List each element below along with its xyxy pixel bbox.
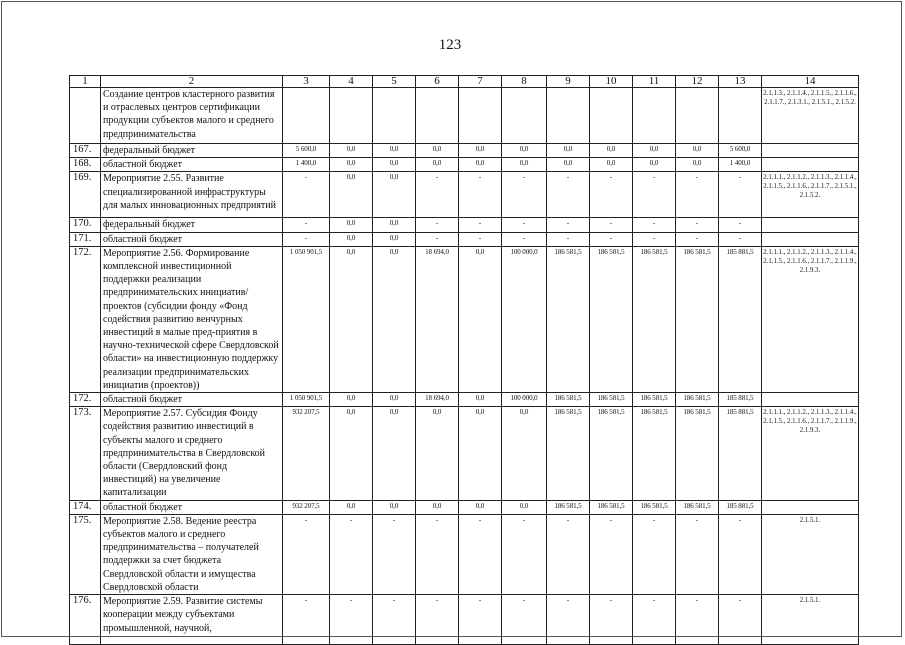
- target-indicators-cell: 2.1.1.1., 2.1.1.2., 2.1.1.3., 2.1.1.4., 2.1.1.5., 2.1.1.6., 2.1.1.7., 2.1.1.9., 2.1.9.3.: [762, 246, 859, 392]
- table-body: [70, 76, 859, 645]
- value-cell: -: [633, 595, 676, 645]
- value-cell: 0,0: [373, 246, 416, 392]
- value-cell: -: [719, 218, 762, 232]
- value-cell: 5 600,0: [283, 144, 330, 158]
- value-cell: -: [547, 514, 590, 594]
- value-cell: -: [283, 172, 330, 218]
- value-cell: -: [676, 595, 719, 645]
- program-table: [69, 75, 859, 645]
- value-cell: [719, 88, 762, 144]
- value-cell: 0,0: [547, 144, 590, 158]
- value-cell: 186 581,5: [547, 246, 590, 392]
- table-row: [70, 88, 859, 144]
- value-cell: [373, 88, 416, 144]
- value-cell: 932 207,5: [283, 500, 330, 514]
- value-cell: 0,0: [373, 172, 416, 218]
- value-cell: -: [719, 172, 762, 218]
- value-cell: 0,0: [502, 144, 547, 158]
- value-cell: -: [330, 595, 373, 645]
- value-cell: -: [459, 218, 502, 232]
- value-cell: 0,0: [676, 158, 719, 172]
- row-name-cell: областной бюджет: [101, 158, 283, 172]
- target-indicators-cell: [762, 144, 859, 158]
- table-row: [70, 595, 859, 645]
- value-cell: -: [633, 172, 676, 218]
- row-name-cell: Мероприятие 2.59. Развитие системы кооперации между субъектами промышленной, научной,: [101, 595, 283, 645]
- value-cell: 186 581,5: [547, 407, 590, 500]
- value-cell: -: [676, 218, 719, 232]
- row-number-cell: 176.: [70, 595, 101, 645]
- value-cell: 0,0: [330, 172, 373, 218]
- value-cell: 1 400,0: [283, 158, 330, 172]
- value-cell: [330, 88, 373, 144]
- value-cell: 0,0: [590, 158, 633, 172]
- value-cell: 186 581,5: [676, 246, 719, 392]
- value-cell: -: [330, 514, 373, 594]
- table-row: [70, 144, 859, 158]
- target-indicators-cell: [762, 158, 859, 172]
- value-cell: -: [719, 514, 762, 594]
- row-name-cell: федеральный бюджет: [101, 144, 283, 158]
- value-cell: 0,0: [633, 144, 676, 158]
- target-indicators-cell: [762, 393, 859, 407]
- value-cell: 0,0: [373, 158, 416, 172]
- table-row: [70, 232, 859, 246]
- value-cell: 0,0: [459, 393, 502, 407]
- value-cell: -: [416, 218, 459, 232]
- value-cell: 0,0: [373, 500, 416, 514]
- value-cell: 0,0: [330, 232, 373, 246]
- value-cell: 100 000,0: [502, 246, 547, 392]
- value-cell: -: [676, 232, 719, 246]
- target-indicators-cell: [762, 500, 859, 514]
- row-name-cell: Создание центров кластерного развития и отраслевых центров сертификации продукции субъектов малого и среднего предпринимательства: [101, 88, 283, 144]
- row-number-cell: 168.: [70, 158, 101, 172]
- row-name-cell: областной бюджет: [101, 232, 283, 246]
- value-cell: -: [283, 595, 330, 645]
- value-cell: [416, 88, 459, 144]
- column-number-row: [70, 76, 859, 88]
- value-cell: -: [502, 514, 547, 594]
- value-cell: 0,0: [676, 144, 719, 158]
- column-header: 5: [373, 76, 416, 88]
- target-indicators-cell: 2.1.5.1.: [762, 514, 859, 594]
- row-number-cell: 167.: [70, 144, 101, 158]
- value-cell: -: [373, 595, 416, 645]
- target-indicators-cell: [762, 218, 859, 232]
- value-cell: 0,0: [330, 144, 373, 158]
- value-cell: -: [416, 595, 459, 645]
- value-cell: -: [283, 514, 330, 594]
- target-indicators-cell: 2.1.1.1., 2.1.1.2., 2.1.1.3., 2.1.1.4., 2.1.1.5., 2.1.1.6., 2.1.1.7., 2.1.5.1., 2.1.5.2.: [762, 172, 859, 218]
- value-cell: 0,0: [373, 144, 416, 158]
- column-header: 7: [459, 76, 502, 88]
- value-cell: 186 581,5: [547, 393, 590, 407]
- value-cell: 5 600,0: [719, 144, 762, 158]
- row-number-cell: 174.: [70, 500, 101, 514]
- value-cell: [502, 88, 547, 144]
- value-cell: -: [547, 218, 590, 232]
- value-cell: 0,0: [373, 407, 416, 500]
- value-cell: -: [459, 514, 502, 594]
- row-name-cell: областной бюджет: [101, 500, 283, 514]
- row-name-cell: Мероприятие 2.56. Формирование комплексной инвестиционной поддержки реализации предпринимательских инициатив/проектов (субсидии фонду «Фонд содействия развитию венчурных инвестиций в малые пред-приятия в научно-технической сфере Свердловской области» на инвестиционную поддержку реализации предпринимательских инициатив (проектов)): [101, 246, 283, 392]
- column-header: 10: [590, 76, 633, 88]
- value-cell: -: [373, 514, 416, 594]
- value-cell: -: [416, 172, 459, 218]
- column-header: 12: [676, 76, 719, 88]
- row-number-cell: 172.: [70, 246, 101, 392]
- value-cell: [459, 88, 502, 144]
- target-indicators-cell: 2.1.1.1., 2.1.1.2., 2.1.1.3., 2.1.1.4., 2.1.1.5., 2.1.1.6., 2.1.1.7., 2.1.1.9., 2.1.9.3.: [762, 407, 859, 500]
- value-cell: 0,0: [330, 218, 373, 232]
- value-cell: 0,0: [330, 407, 373, 500]
- value-cell: -: [283, 218, 330, 232]
- column-header: 2: [101, 76, 283, 88]
- row-number-cell: 172.: [70, 393, 101, 407]
- column-header: 6: [416, 76, 459, 88]
- table-row: [70, 158, 859, 172]
- value-cell: 186 581,5: [633, 246, 676, 392]
- row-name-cell: Мероприятие 2.58. Ведение реестра субъектов малого и среднего предпринимательства – получателей поддержки за счет бюджета Свердловской области и имущества Свердловской области: [101, 514, 283, 594]
- column-header: 1: [70, 76, 101, 88]
- target-indicators-cell: 2.1.1.3., 2.1.1.4., 2.1.1.5., 2.1.1.6., 2.1.1.7., 2.1.3.1., 2.1.5.1., 2.1.5.2.: [762, 88, 859, 144]
- value-cell: -: [633, 218, 676, 232]
- row-number-cell: 175.: [70, 514, 101, 594]
- value-cell: -: [502, 218, 547, 232]
- row-number-cell: 171.: [70, 232, 101, 246]
- value-cell: -: [459, 232, 502, 246]
- table-row: [70, 514, 859, 594]
- value-cell: 0,0: [590, 144, 633, 158]
- value-cell: -: [590, 218, 633, 232]
- value-cell: [676, 88, 719, 144]
- value-cell: 0,0: [330, 500, 373, 514]
- value-cell: 0,0: [502, 158, 547, 172]
- value-cell: 185 881,5: [719, 246, 762, 392]
- value-cell: -: [590, 232, 633, 246]
- value-cell: -: [719, 595, 762, 645]
- value-cell: -: [633, 514, 676, 594]
- value-cell: -: [459, 172, 502, 218]
- row-name-cell: областной бюджет: [101, 393, 283, 407]
- value-cell: 0,0: [416, 500, 459, 514]
- value-cell: [547, 88, 590, 144]
- value-cell: 0,0: [459, 407, 502, 500]
- target-indicators-cell: [762, 232, 859, 246]
- column-header: 4: [330, 76, 373, 88]
- value-cell: 18 694,0: [416, 393, 459, 407]
- table-row: [70, 500, 859, 514]
- value-cell: 185 881,5: [719, 407, 762, 500]
- value-cell: 1 400,0: [719, 158, 762, 172]
- column-header: 3: [283, 76, 330, 88]
- value-cell: 0,0: [547, 158, 590, 172]
- value-cell: -: [547, 595, 590, 645]
- column-header: 13: [719, 76, 762, 88]
- value-cell: 186 581,5: [547, 500, 590, 514]
- row-name-cell: федеральный бюджет: [101, 218, 283, 232]
- value-cell: 0,0: [330, 246, 373, 392]
- row-number-cell: [70, 88, 101, 144]
- value-cell: 186 581,5: [676, 407, 719, 500]
- value-cell: 186 581,5: [676, 393, 719, 407]
- value-cell: -: [719, 232, 762, 246]
- value-cell: -: [502, 172, 547, 218]
- value-cell: 0,0: [416, 144, 459, 158]
- row-name-cell: Мероприятие 2.57. Субсидия Фонду содействия развитию инвестиций в субъекты малого и среднего предпринимательства в Свердловской области (Свердловский фонд инвестиций) на увеличение капитализации: [101, 407, 283, 500]
- value-cell: 0,0: [459, 158, 502, 172]
- table-row: [70, 172, 859, 218]
- value-cell: -: [676, 172, 719, 218]
- value-cell: 0,0: [416, 407, 459, 500]
- value-cell: 186 581,5: [676, 500, 719, 514]
- row-number-cell: 173.: [70, 407, 101, 500]
- value-cell: 100 000,0: [502, 393, 547, 407]
- value-cell: -: [590, 595, 633, 645]
- column-header: 11: [633, 76, 676, 88]
- value-cell: 186 581,5: [633, 407, 676, 500]
- page-number: 123: [438, 37, 462, 53]
- value-cell: 185 881,5: [719, 500, 762, 514]
- value-cell: -: [283, 232, 330, 246]
- value-cell: [590, 88, 633, 144]
- value-cell: 0,0: [373, 232, 416, 246]
- value-cell: -: [416, 232, 459, 246]
- value-cell: 0,0: [330, 158, 373, 172]
- column-header: 9: [547, 76, 590, 88]
- table-row: [70, 407, 859, 500]
- value-cell: -: [676, 514, 719, 594]
- value-cell: -: [502, 232, 547, 246]
- value-cell: -: [416, 514, 459, 594]
- column-header: 14: [762, 76, 859, 88]
- column-header: 8: [502, 76, 547, 88]
- value-cell: -: [590, 172, 633, 218]
- value-cell: -: [502, 595, 547, 645]
- value-cell: 932 207,5: [283, 407, 330, 500]
- value-cell: 185 881,5: [719, 393, 762, 407]
- table-row: [70, 246, 859, 392]
- value-cell: -: [590, 514, 633, 594]
- value-cell: -: [459, 595, 502, 645]
- value-cell: 1 050 901,5: [283, 393, 330, 407]
- row-number-cell: 170.: [70, 218, 101, 232]
- value-cell: 0,0: [373, 393, 416, 407]
- value-cell: -: [547, 172, 590, 218]
- value-cell: [633, 88, 676, 144]
- target-indicators-cell: 2.1.5.1.: [762, 595, 859, 645]
- value-cell: 1 050 901,5: [283, 246, 330, 392]
- table-row: [70, 393, 859, 407]
- value-cell: 0,0: [459, 246, 502, 392]
- value-cell: 186 581,5: [590, 246, 633, 392]
- value-cell: 186 581,5: [590, 393, 633, 407]
- value-cell: 18 694,0: [416, 246, 459, 392]
- value-cell: 0,0: [373, 218, 416, 232]
- value-cell: -: [547, 232, 590, 246]
- value-cell: [283, 88, 330, 144]
- value-cell: 0,0: [502, 500, 547, 514]
- value-cell: 0,0: [459, 144, 502, 158]
- value-cell: 0,0: [416, 158, 459, 172]
- row-number-cell: 169.: [70, 172, 101, 218]
- value-cell: 186 581,5: [633, 500, 676, 514]
- value-cell: 186 581,5: [633, 393, 676, 407]
- value-cell: 0,0: [330, 393, 373, 407]
- value-cell: 0,0: [633, 158, 676, 172]
- value-cell: 186 581,5: [590, 500, 633, 514]
- table-row: [70, 218, 859, 232]
- value-cell: 0,0: [459, 500, 502, 514]
- value-cell: -: [633, 232, 676, 246]
- row-name-cell: Мероприятие 2.55. Развитие специализированной инфраструктуры для малых инновационных предприятий: [101, 172, 283, 218]
- value-cell: 186 581,5: [590, 407, 633, 500]
- value-cell: 0,0: [502, 407, 547, 500]
